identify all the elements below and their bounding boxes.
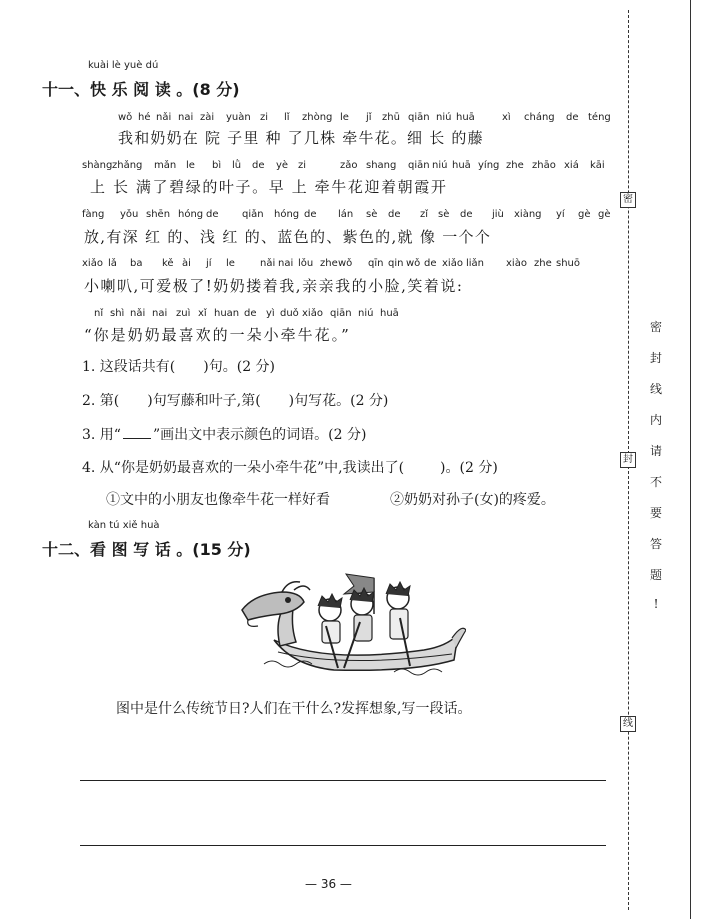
page-number: — 36 — <box>305 877 352 891</box>
passage-pinyin-line: fàng yǒu shēn hóng de qiǎn hóng de lán sè de zǐ sè de jiù xiàng yí gè gè <box>82 209 611 220</box>
passage-text-line-3: 放,有深 红 的、浅 红 的、蓝色的、紫色的,就 像 一个个 <box>84 228 492 246</box>
question-2: 2. 第( )句写藤和叶子,第( )句写花。(2 分) <box>82 393 389 409</box>
passage-text-line-2: 上 长 满了碧绿的叶子。早 上 牵牛花迎着朝霞开 <box>90 178 448 196</box>
margin-note-char: 内 <box>649 413 662 427</box>
margin-note-char: 请 <box>649 444 662 458</box>
margin-note-char: 答 <box>649 537 662 551</box>
question-1: 1. 这段话共有( )句。(2 分) <box>82 359 276 375</box>
dragon-boat-illustration <box>234 568 466 680</box>
passage-pinyin-line: shàng zhǎng mǎn le bì lǜ de yè zi zǎo shang qiān niú huā yíng zhe zhāo xiá kāi <box>82 160 605 171</box>
margin-note-char: ! <box>653 597 659 611</box>
margin-note-char: 密 <box>649 320 662 334</box>
question-4: 4. 从“你是奶奶最喜欢的一朵小牵牛花”中,我读出了( )。(2 分) <box>82 460 498 476</box>
passage-pinyin-line: nǐ shì nǎi nai zuì xǐ huan de yì duǒ xiǎo qiān niú huā <box>94 308 399 319</box>
section12-pinyin: kàn tú xiě huà <box>88 520 160 531</box>
passage-text-line-4: 小喇叭,可爱极了!奶奶搂着我,亲亲我的小脸,笑着说: <box>84 277 464 295</box>
seal-box-top: 密 <box>620 192 636 208</box>
option-1[interactable]: ①文中的小朋友也像牵牛花一样好看 <box>106 492 330 508</box>
passage-pinyin-line: wǒ hé nǎi nai zài yuàn zi lǐ zhòng le jǐ zhū qiān niú huā xì cháng de téng <box>118 112 611 123</box>
writing-line[interactable] <box>80 780 606 781</box>
option-2[interactable]: ②奶奶对孙子(女)的疼爱。 <box>390 492 555 508</box>
passage-text-line-5: “你是奶奶最喜欢的一朵小牵牛花。” <box>84 326 351 344</box>
passage-pinyin-line: xiǎo lǎ ba kě ài jí le nǎi nai lǒu zhe wǒ qīn qin wǒ de xiǎo liǎn xiào zhe shuō <box>82 258 581 269</box>
margin-note-char: 线 <box>649 382 662 396</box>
writing-line[interactable] <box>80 845 606 846</box>
margin-note-char: 题 <box>649 568 662 582</box>
margin-note-char: 不 <box>649 475 662 489</box>
margin-note-char: 封 <box>649 351 662 365</box>
section11-title: 十一、快 乐 阅 读 。(8 分) <box>42 80 240 99</box>
margin-border-line <box>690 0 691 919</box>
underline-sample <box>123 426 151 439</box>
question-3: 3. 用“ ”画出文中表示颜色的词语。(2 分) <box>82 427 367 443</box>
section11-pinyin: kuài lè yuè dú <box>88 60 159 71</box>
margin-note-char: 要 <box>649 506 662 520</box>
writing-prompt: 图中是什么传统节日?人们在干什么?发挥想象,写一段话。 <box>116 701 472 717</box>
section12-title: 十二、看 图 写 话 。(15 分) <box>42 540 251 559</box>
seal-box-middle: 封 <box>620 452 636 468</box>
passage-text-line-1: 我和奶奶在 院 子里 种 了几株 牵牛花。细 长 的藤 <box>118 129 484 147</box>
seal-box-bottom: 线 <box>620 716 636 732</box>
